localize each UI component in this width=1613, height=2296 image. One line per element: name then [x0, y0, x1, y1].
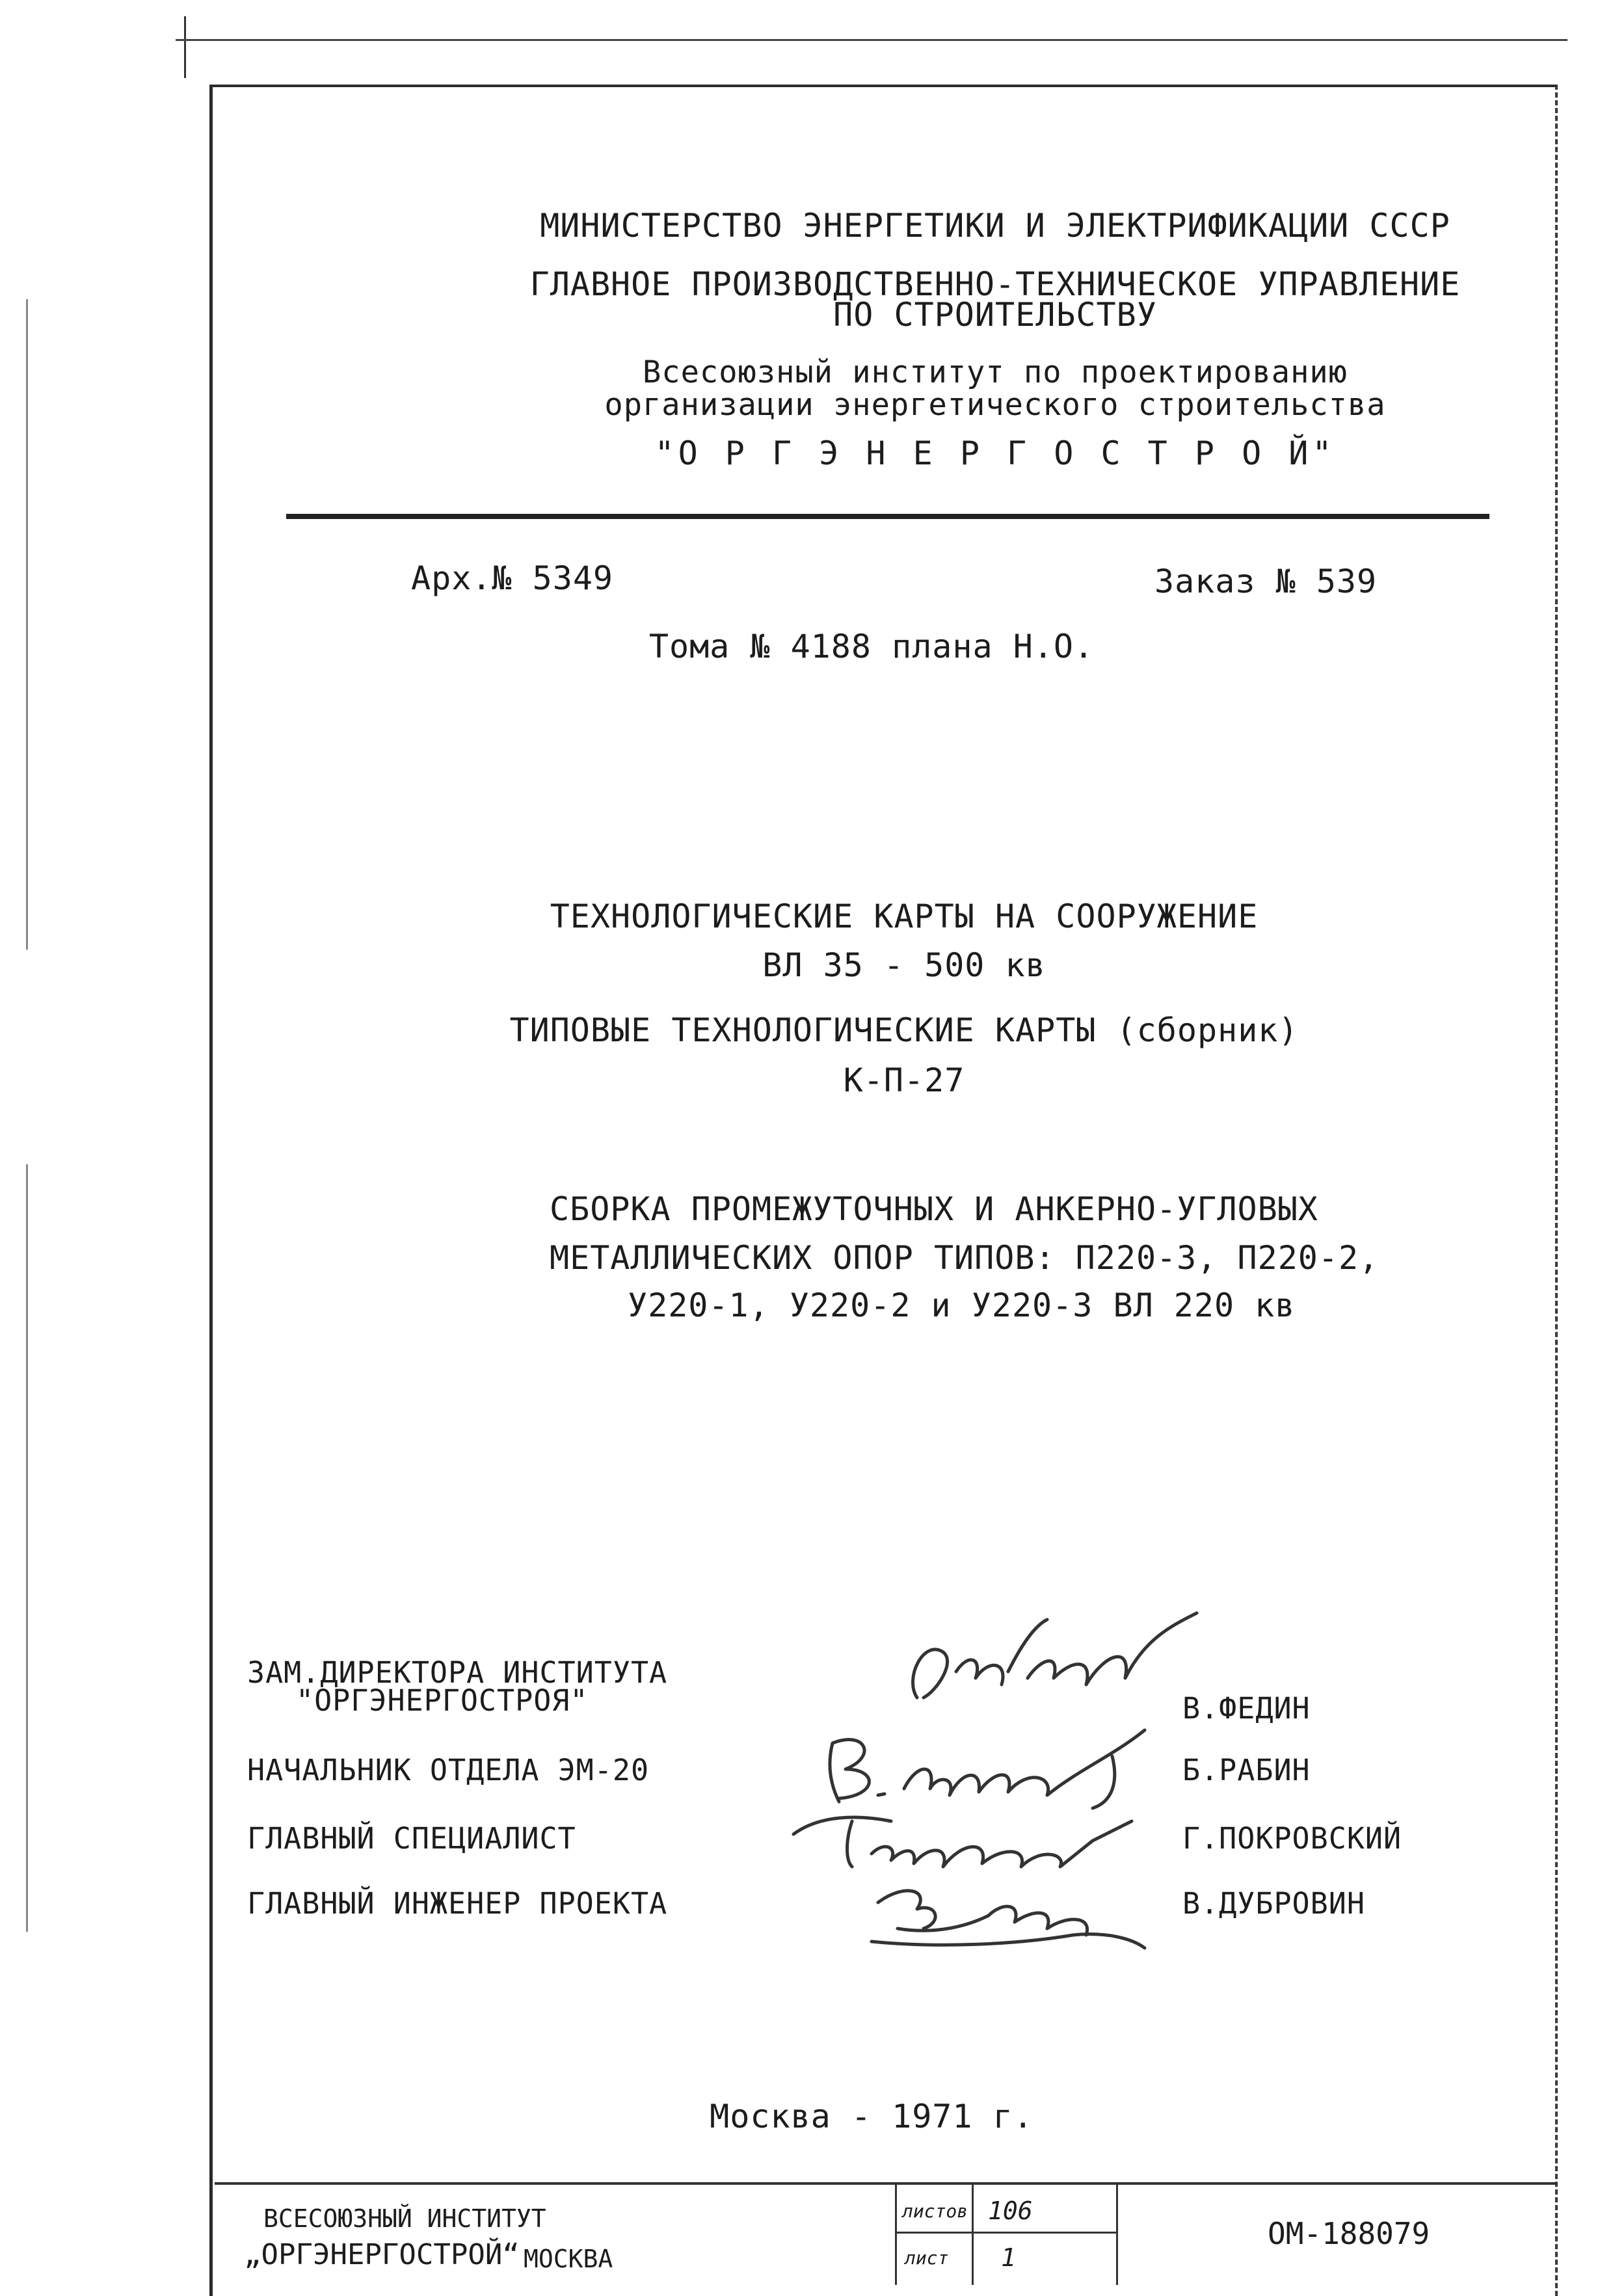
institute-name: "О Р Г Э Н Е Р Г О С Т Р О Й": [654, 434, 1336, 472]
stamp-sheet-value: 1: [1001, 2243, 1016, 2272]
crop-mark-horizontal: [176, 39, 1567, 41]
signatory-role-1-line2: "ОРГЭНЕРГОСТРОЯ": [296, 1683, 589, 1718]
signatory-name-4: В.ДУБРОВИН: [1182, 1886, 1365, 1921]
stamp-city: МОСКВА: [524, 2245, 613, 2273]
stamp-cell-sheets: [895, 2185, 1116, 2285]
title-line2: ВЛ 35 - 500 кв: [762, 946, 1046, 984]
volume-number: Тома № 4188 плана Н.О.: [648, 628, 1095, 665]
signatory-role-4: ГЛАВНЫЙ ИНЖЕНЕР ПРОЕКТА: [247, 1886, 668, 1921]
stamp-org-line1: ВСЕСОЮЗНЫЙ ИНСТИТУТ: [263, 2204, 546, 2233]
signatory-name-3: Г.ПОКРОВСКИЙ: [1182, 1821, 1402, 1856]
archive-number: Арх.№ 5349: [411, 559, 614, 597]
subject-line1: СБОРКА ПРОМЕЖУТОЧНЫХ И АНКЕРНО-УГЛОВЫХ: [550, 1190, 1318, 1228]
ministry-heading: МИНИСТЕРСТВО ЭНЕРГЕТИКИ И ЭЛЕКТРИФИКАЦИИ СССР: [540, 207, 1450, 245]
stamp-sheet-label: лист: [905, 2247, 949, 2269]
signatory-role-3: ГЛАВНЫЙ СПЕЦИАЛИСТ: [247, 1821, 576, 1856]
stamp-doc-number: ОМ-188079: [1268, 2216, 1430, 2251]
city-year: Москва - 1971 г.: [710, 2098, 1033, 2135]
signature-fedin: [898, 1600, 1210, 1730]
order-number: Заказ № 539: [1154, 563, 1378, 600]
signatory-role-2: НАЧАЛЬНИК ОТДЕЛА ЭМ-20: [247, 1753, 650, 1787]
stamp-org-line2: „ОРГЭНЕРГОСТРОЙ“: [244, 2238, 520, 2271]
signatory-name-1: В.ФЕДИН: [1182, 1691, 1311, 1726]
signatory-role-1: ЗАМ.ДИРЕКТОРА ИНСТИТУТА: [247, 1655, 668, 1690]
crop-mark-vertical: [184, 16, 186, 78]
subject-line2: МЕТАЛЛИЧЕСКИХ ОПОР ТИПОВ: П220-3, П220-2,: [550, 1239, 1380, 1277]
signature-dubrovin: [859, 1863, 1158, 1961]
left-edge-mark-bottom: [26, 1164, 28, 1932]
title-stamp-block: [215, 2182, 1558, 2282]
institute-line1: Всесоюзный институт по проектированию: [643, 354, 1348, 390]
subject-line3: У220-1, У220-2 и У220-3 ВЛ 220 кв: [628, 1287, 1296, 1324]
stamp-sheets-label: листов: [902, 2200, 968, 2222]
directorate-heading-line2: ПО СТРОИТЕЛЬСТВУ: [833, 296, 1157, 334]
signatory-name-2: Б.РАБИН: [1182, 1753, 1311, 1787]
directorate-heading-line1: ГЛАВНОЕ ПРОИЗВОДСТВЕННО-ТЕХНИЧЕСКОЕ УПРАВЛЕНИЕ: [529, 265, 1461, 303]
left-edge-mark-top: [26, 299, 28, 950]
institute-line2: организации энергетического строительства: [604, 387, 1386, 423]
title-line4: К-П-27: [843, 1061, 965, 1099]
title-line3: ТИПОВЫЕ ТЕХНОЛОГИЧЕСКИЕ КАРТЫ (сборник): [509, 1011, 1299, 1049]
stamp-sheets-value: 106: [988, 2196, 1033, 2225]
title-line1: ТЕХНОЛОГИЧЕСКИЕ КАРТЫ НА СООРУЖЕНИЕ: [550, 898, 1259, 935]
header-divider: [286, 514, 1489, 519]
stamp-cell-docnumber: [1116, 2185, 1558, 2285]
